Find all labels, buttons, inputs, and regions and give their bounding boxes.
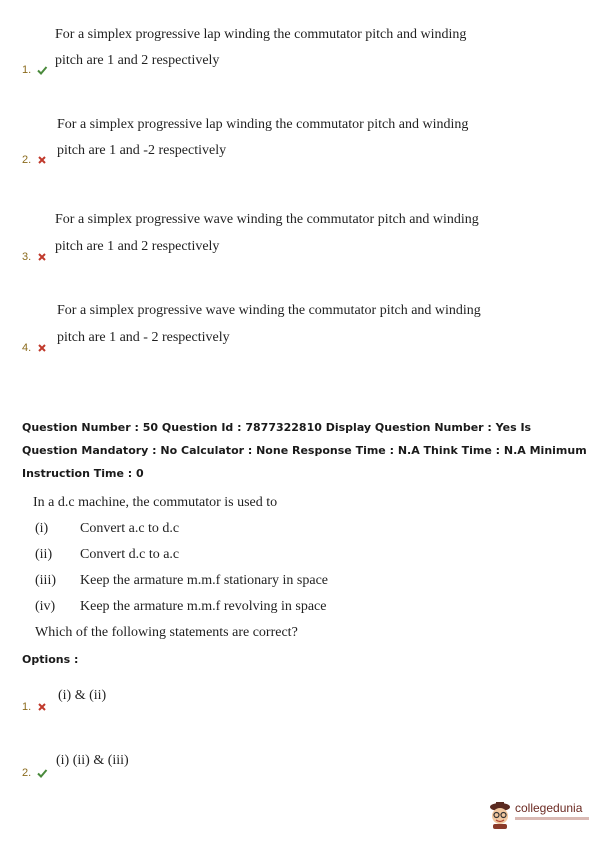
option-text-line: pitch are 1 and 2 respectively xyxy=(55,239,220,254)
option-text-line: For a simplex progressive wave winding the commutator pitch and winding xyxy=(57,303,481,318)
mascot-icon xyxy=(487,799,513,829)
option-number: 1. xyxy=(22,64,48,76)
statement-numeral: (iii) xyxy=(35,573,56,588)
question-stem: In a d.c machine, the commutator is used to xyxy=(33,495,278,510)
option-number: 4. xyxy=(22,342,48,354)
option-number: 2. xyxy=(22,154,48,166)
statement-numeral: (i) xyxy=(35,521,49,536)
option-text-line: pitch are 1 and 2 respectively xyxy=(55,53,220,68)
option-text-line: For a simplex progressive wave winding the commutator pitch and winding xyxy=(55,212,479,227)
cross-icon xyxy=(36,154,48,166)
statement-text: Keep the armature m.m.f stationary in space xyxy=(80,573,329,588)
option-number: 2. xyxy=(22,767,48,779)
statement-text: Convert a.c to d.c xyxy=(80,521,180,536)
statement-numeral: (iv) xyxy=(35,599,56,614)
question-prompt: Which of the following statements are correct? xyxy=(35,625,298,640)
option-text-line: For a simplex progressive lap winding the commutator pitch and winding xyxy=(55,27,467,42)
options-label: Options : xyxy=(22,653,79,666)
option-text-line: pitch are 1 and - 2 respectively xyxy=(57,330,230,345)
statement-numeral: (ii) xyxy=(35,547,53,562)
collegedunia-logo xyxy=(487,797,592,833)
cross-icon xyxy=(36,701,48,713)
option-text-line: pitch are 1 and -2 respectively xyxy=(57,143,227,158)
option-text: (i) & (ii) xyxy=(58,688,107,703)
checkmark-icon xyxy=(36,64,48,76)
logo-text: collegedunia xyxy=(515,801,583,815)
statement-text: Keep the armature m.m.f revolving in space xyxy=(80,599,327,614)
option-number: 3. xyxy=(22,251,48,263)
logo-tagline-bar xyxy=(515,817,589,820)
statement-text: Convert d.c to a.c xyxy=(80,547,180,562)
checkmark-icon xyxy=(36,767,48,779)
option-number: 1. xyxy=(22,701,48,713)
cross-icon xyxy=(36,251,48,263)
cross-icon xyxy=(36,342,48,354)
question-meta: Question Number : 50 Question Id : 7877322810 Display Question Number : Yes Is Question Mandatory : No Calculator : None Response Time : N.A Think Time : N.A Minimum Instruction Time : 0 xyxy=(22,421,587,480)
option-text-line: For a simplex progressive lap winding the commutator pitch and winding xyxy=(57,117,469,132)
option-text: (i) (ii) & (iii) xyxy=(56,753,129,768)
